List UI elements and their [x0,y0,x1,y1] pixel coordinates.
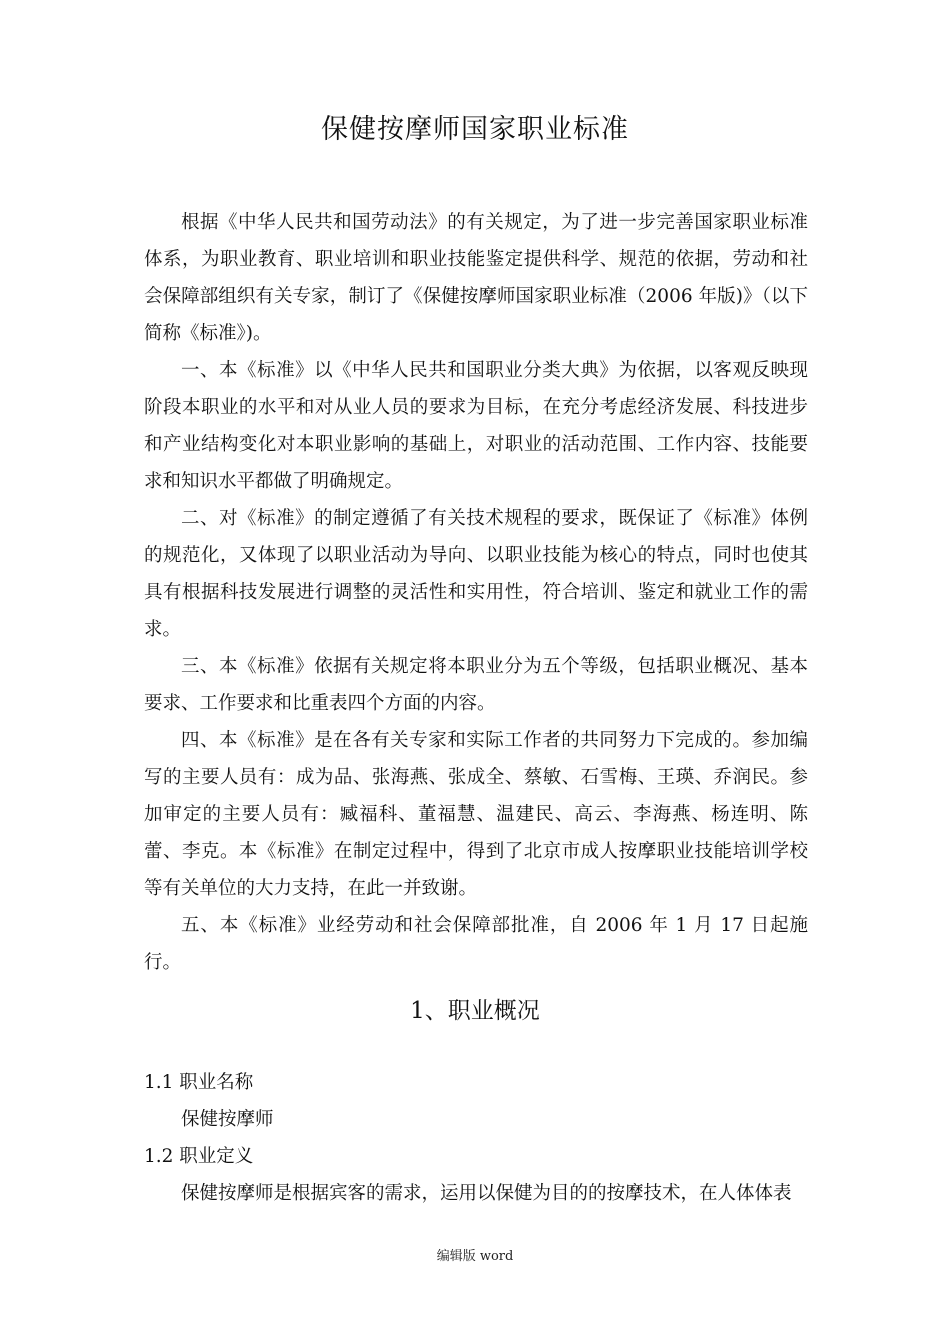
intro-section [144,204,808,981]
occupation-name-text: 保健按摩师 [181,1109,274,1130]
clause-two-paragraph: 二、对《标准》的制定遵循了有关技术规程的要求，既保证了《标准》体例的规范化，又体现了以职业活动为导向、以职业技能为核心的特点，同时也使其具有根据科技发展进行调整的灵活性和实用性，符合培训、鉴定和就业工作的需求。 [144,508,808,640]
clause-four-paragraph: 四、本《标准》是在各有关专家和实际工作者的共同努力下完成的。参加编写的主要人员有：成为品、张海燕、张成全、蔡敏、石雪梅、王瑛、乔润民。参加审定的主要人员有：臧福科、董福慧、温建民、高云、李海燕、杨连明、陈蕾、李克。本《标准》在制定过程中，得到了北京市成人按摩职业技能培训学校等有关单位的大力支持，在此一并致谢。 [144,730,808,899]
clause-one-paragraph: 一、本《标准》以《中华人民共和国职业分类大典》为依据，以客观反映现阶段本职业的水平和对从业人员的要求为目标，在充分考虑经济发展、科技进步和产业结构变化对本职业影响的基础上，对职业的活动范围、工作内容、技能要求和知识水平都做了明确规定。 [144,360,808,492]
clause-three-paragraph: 三、本《标准》依据有关规定将本职业分为五个等级，包括职业概况、基本要求、工作要求和比重表四个方面的内容。 [144,656,808,714]
intro-paragraph: 根据《中华人民共和国劳动法》的有关规定，为了进一步完善国家职业标准体系，为职业教育、职业培训和职业技能鉴定提供科学、规范的依据，劳动和社会保障部组织有关专家，制订了《保健按摩师国家职业标准（2006 年版)》（以下简称《标准》)。 [144,212,808,344]
section-heading-occupation-overview: 1、职业概况 [410,998,540,1024]
clause-five-paragraph: 五、本《标准》业经劳动和社会保障部批准，自 2006 年 1 月 17 日起施行。 [144,915,808,973]
page-footer: 编辑版 word [436,1249,514,1264]
page-title: 保健按摩师国家职业标准 [321,114,629,145]
subsection-heading-occupation-definition: 1.2 职业定义 [144,1146,254,1167]
subsection-heading-occupation-name: 1.1 职业名称 [144,1072,254,1093]
occupation-overview-section [144,1064,808,1212]
occupation-definition-text: 保健按摩师是根据宾客的需求，运用以保健为目的的按摩技术，在人体体表 [181,1183,792,1204]
